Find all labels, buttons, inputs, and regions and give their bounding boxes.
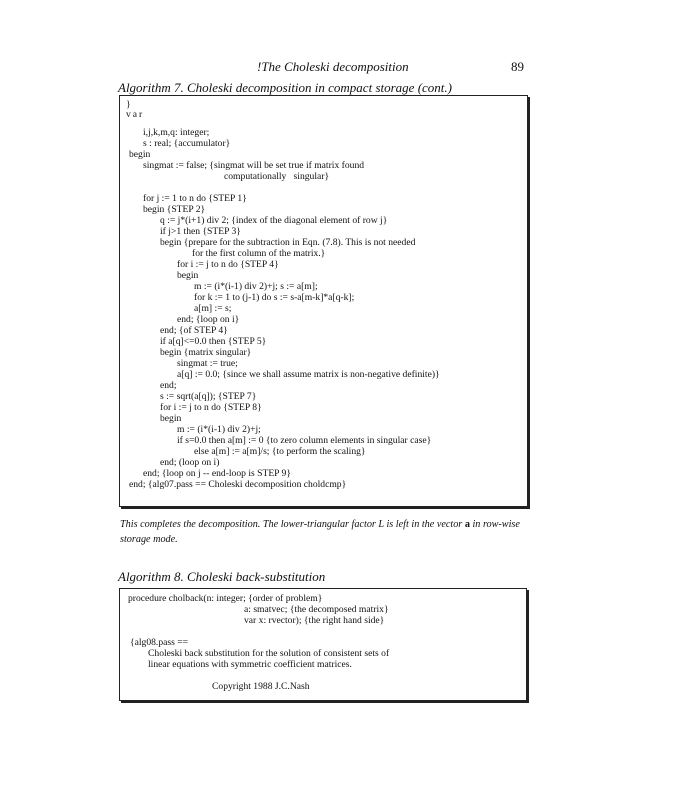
code-line: end; {alg07.pass == Choleski decomposition choldcmp} bbox=[129, 479, 347, 490]
code-line: begin bbox=[129, 149, 151, 160]
code-line: if j>1 then {STEP 3} bbox=[160, 226, 241, 237]
code-line: s := sqrt(a[q]); {STEP 7} bbox=[160, 391, 257, 402]
code-line: Choleski back substitution for the solution of consistent sets of bbox=[148, 648, 390, 659]
code-line: for k := 1 to (j-1) do s := s-a[m-k]*a[q-k]; bbox=[194, 292, 355, 303]
code-line: begin {STEP 2} bbox=[143, 204, 206, 215]
code-line: } bbox=[126, 99, 131, 110]
algorithm-7-code-box bbox=[119, 95, 528, 507]
code-line: computationally singular} bbox=[224, 171, 330, 182]
code-line: m := (i*(i-1) div 2)+j; bbox=[177, 424, 261, 435]
code-line: var bbox=[126, 109, 145, 120]
running-header-title: !The Choleski decomposition bbox=[257, 59, 409, 74]
code-line: a[q] := 0.0; {since we shall assume matrix is non-negative definite)} bbox=[177, 369, 440, 380]
code-line: end; {loop on i} bbox=[177, 314, 240, 325]
code-line: linear equations with symmetric coefficient matrices. bbox=[148, 659, 352, 670]
code-line: s : real; {accumulator} bbox=[143, 138, 231, 149]
algorithm-8-caption: Algorithm 8. Choleski back-substitution bbox=[118, 569, 326, 584]
copyright-line: Copyright 1988 J.C.Nash bbox=[212, 681, 310, 692]
code-line: singmat := false; {singmat will be set true if matrix found bbox=[143, 160, 365, 171]
code-line: i,j,k,m,q: integer; bbox=[143, 127, 210, 138]
page-number: 89 bbox=[511, 59, 524, 74]
algorithm-8-code-box bbox=[119, 588, 527, 701]
code-line: m := (i*(i-1) div 2)+j; s := a[m]; bbox=[194, 281, 318, 292]
body-paragraph bbox=[120, 517, 530, 547]
code-line: begin {prepare for the subtraction in Eqn. (7.8). This is not needed bbox=[160, 237, 416, 248]
code-line: end; (loop on i) bbox=[160, 457, 220, 468]
code-line: end; {of STEP 4} bbox=[160, 325, 228, 336]
code-line: var x: rvector); {the right hand side} bbox=[244, 615, 385, 626]
code-line: begin bbox=[160, 413, 182, 424]
code-line: for i := j to n do {STEP 4} bbox=[177, 259, 279, 270]
paragraph-text-end: in row-wise storage mode. bbox=[120, 519, 520, 545]
code-line: a: smatvec; {the decomposed matrix} bbox=[244, 604, 389, 615]
paragraph-text-start: This completes the decomposition. The lower-triangular factor L is left in the vector bbox=[120, 519, 463, 530]
code-line: if s=0.0 then a[m] := 0 {to zero column elements in singular case} bbox=[177, 435, 432, 446]
code-line: {alg08.pass == bbox=[130, 637, 189, 648]
code-line: for j := 1 to n do {STEP 1} bbox=[143, 193, 247, 204]
code-line: q := j*(i+1) div 2; {index of the diagonal element of row j} bbox=[160, 215, 388, 226]
code-line: begin bbox=[177, 270, 199, 281]
code-line: a[m] := s; bbox=[194, 303, 232, 314]
code-line: singmat := true; bbox=[177, 358, 238, 369]
code-line: for the first column of the matrix.} bbox=[192, 248, 326, 259]
code-line: end; bbox=[160, 380, 177, 391]
vector-a-symbol: a bbox=[464, 519, 470, 530]
code-line: for i := j to n do {STEP 8} bbox=[160, 402, 262, 413]
code-line: begin {matrix singular} bbox=[160, 347, 252, 358]
code-line: else a[m] := a[m]/s; {to perform the scaling} bbox=[194, 446, 366, 457]
code-line: procedure cholback(n: integer; {order of problem} bbox=[128, 593, 323, 604]
code-line: if a[q]<=0.0 then {STEP 5} bbox=[160, 336, 267, 347]
code-line: end; {loop on j -- end-loop is STEP 9} bbox=[143, 468, 291, 479]
algorithm-7-caption: Algorithm 7. Choleski decomposition in compact storage (cont.) bbox=[118, 80, 452, 95]
